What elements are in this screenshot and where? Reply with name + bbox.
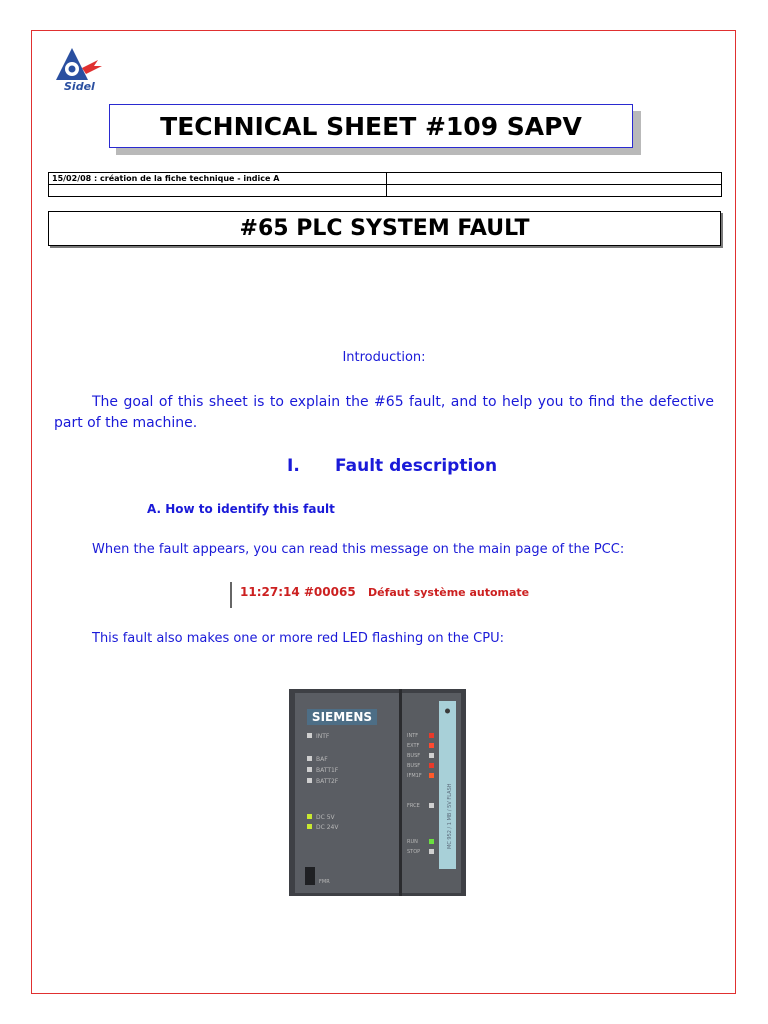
revision-table	[48, 172, 722, 197]
pcc-message-text: Défaut système automate	[368, 586, 530, 599]
pcc-message-time: 11:27:14 #00065	[240, 585, 356, 599]
intro-paragraph: The goal of this sheet is to explain the #65 fault, and to help you to find the defective part of the machine.	[54, 394, 714, 431]
table-row	[49, 185, 722, 197]
section-number: I.	[287, 456, 300, 476]
led-label: BUSF	[407, 763, 421, 769]
led-label: BATT2F	[316, 778, 339, 785]
subsection-heading: A. How to identify this fault	[147, 502, 335, 516]
led-label: STOP	[407, 849, 421, 855]
pcc-message-bar	[230, 582, 232, 608]
led-label: INTF	[316, 733, 330, 740]
table-cell	[387, 185, 722, 197]
cpu-photo	[289, 689, 466, 896]
led-label: IFM1F	[407, 773, 422, 779]
intro-heading: Introduction:	[342, 350, 426, 365]
led-label: BATT1F	[316, 767, 339, 774]
led-label: BAF	[316, 756, 328, 763]
pcc-paragraph: When the fault appears, you can read this message on the main page of the PCC:	[92, 542, 625, 557]
led-label: BUSF	[407, 753, 421, 759]
table-row	[49, 173, 722, 185]
switch-label: FMR	[319, 879, 330, 885]
table-cell	[49, 185, 387, 197]
memory-card-label: MC 952 / 1 MB / 5V FLASH	[447, 783, 453, 849]
page-title: TECHNICAL SHEET #109 SAPV	[109, 104, 633, 148]
led-label: DC 5V	[316, 814, 335, 821]
led-label: RUN	[407, 839, 418, 845]
led-label: INTF	[407, 733, 419, 739]
section-heading	[287, 456, 497, 476]
section-title: Fault description	[335, 456, 498, 476]
led-label: DC 24V	[316, 824, 339, 831]
table-cell: 15/02/08 : création de la fiche technique - indice A	[49, 173, 387, 185]
siemens-label: SIEMENS	[311, 710, 373, 724]
fault-title: #65 PLC SYSTEM FAULT	[48, 211, 721, 246]
led-paragraph: This fault also makes one or more red LED flashing on the CPU:	[92, 631, 504, 646]
led-label: FRCE	[407, 803, 420, 809]
table-cell	[387, 173, 722, 185]
led-label: EXTF	[407, 743, 420, 749]
logo-text: Sidel	[64, 80, 95, 93]
